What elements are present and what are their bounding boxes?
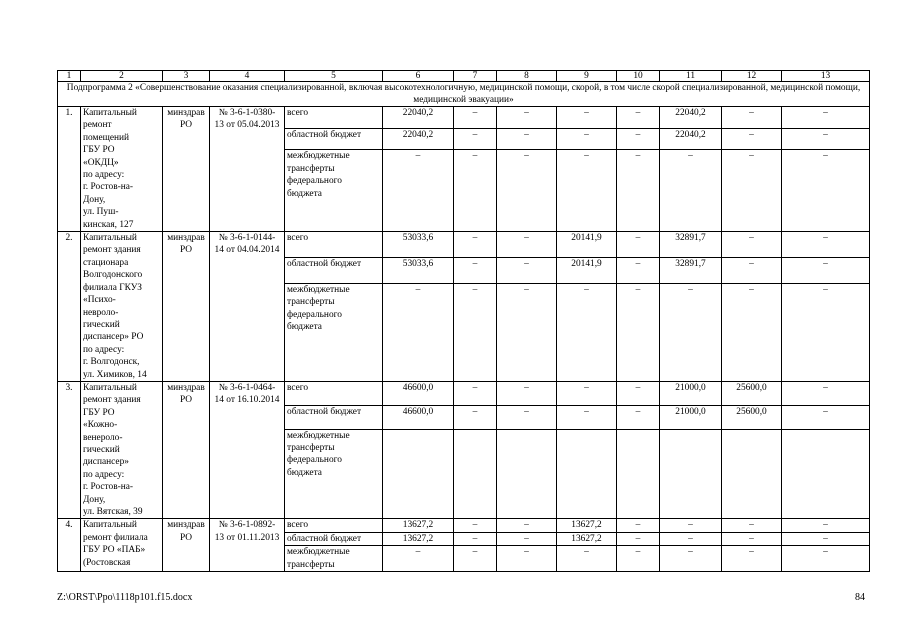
amount-cell: – bbox=[497, 232, 557, 258]
amount-cell: – bbox=[497, 532, 557, 545]
row-number: 2. bbox=[58, 232, 81, 382]
funding-source-line: межбюджетные bbox=[287, 547, 350, 558]
customer bbox=[163, 107, 210, 232]
amount-cell bbox=[454, 429, 497, 519]
funding-source: всего bbox=[285, 232, 383, 258]
amount-cell: – bbox=[617, 546, 660, 572]
col-header: 3 bbox=[163, 71, 210, 82]
col-header: 8 bbox=[497, 71, 557, 82]
funding-source bbox=[285, 429, 383, 519]
amount-cell: – bbox=[722, 107, 782, 129]
amount-cell: – bbox=[782, 283, 870, 381]
row-number: 1. bbox=[58, 107, 81, 232]
document-reference bbox=[210, 107, 285, 232]
amount-cell: – bbox=[660, 150, 722, 232]
document-reference bbox=[210, 519, 285, 572]
amount-cell: 22040,2 bbox=[383, 107, 454, 129]
col-header: 13 bbox=[782, 71, 870, 82]
col-header: 9 bbox=[557, 71, 617, 82]
amount-cell: – bbox=[557, 150, 617, 232]
object-line: Дону, bbox=[83, 194, 106, 205]
object-line: Волгодонского bbox=[83, 270, 143, 281]
amount-cell bbox=[383, 429, 454, 519]
amount-cell: – bbox=[782, 258, 870, 284]
object-line: филиала ГКУЗ bbox=[83, 282, 142, 293]
amount-cell: 53033,6 bbox=[383, 232, 454, 258]
row-number: 4. bbox=[58, 519, 81, 572]
funding-source-line: трансферты bbox=[287, 163, 335, 174]
amount-cell: – bbox=[557, 283, 617, 381]
object-line: (Ростовская bbox=[83, 557, 131, 568]
amount-cell: – bbox=[617, 405, 660, 429]
funding-source bbox=[285, 150, 383, 232]
object-line: по адресу: bbox=[83, 344, 125, 355]
amount-cell: 20141,9 bbox=[557, 258, 617, 284]
funding-source bbox=[285, 546, 383, 572]
object-line: г. Ростов-на- bbox=[83, 182, 134, 193]
object-line: Капитальный bbox=[83, 108, 137, 118]
amount-cell: – bbox=[454, 405, 497, 429]
object-line: гический bbox=[83, 319, 120, 330]
funding-source: областной бюджет bbox=[285, 258, 383, 284]
amount-cell: – bbox=[383, 546, 454, 572]
object-line: диспансер» bbox=[83, 457, 129, 468]
customer-line: РО bbox=[179, 395, 193, 406]
object-name bbox=[81, 107, 163, 232]
funding-source: областной бюджет bbox=[285, 128, 383, 150]
amount-cell: 22040,2 bbox=[660, 107, 722, 129]
col-header: 11 bbox=[660, 71, 722, 82]
customer bbox=[163, 519, 210, 572]
subprogram-title: Подпрограмма 2 «Совершенствование оказания специализированной, включая высокотехнологичную, медицинской помощи, скорой, в том числе скорой специализированной, медицинской помощи, медицинской эвакуации» bbox=[58, 82, 870, 107]
object-line: ГБУ РО bbox=[83, 145, 115, 156]
amount-cell: – bbox=[782, 150, 870, 232]
object-line: диспансер» РО bbox=[83, 332, 144, 343]
amount-cell: 53033,6 bbox=[383, 258, 454, 284]
amount-cell: – bbox=[454, 258, 497, 284]
funding-source: всего bbox=[285, 381, 383, 405]
funding-source-line: бюджета bbox=[287, 322, 322, 333]
amount-cell: – bbox=[454, 283, 497, 381]
col-header: 1 bbox=[58, 71, 81, 82]
amount-cell: – bbox=[782, 381, 870, 405]
document-line: 13 от 05.04.2013 bbox=[214, 120, 280, 131]
object-line: «Кожно- bbox=[83, 420, 118, 431]
amount-cell bbox=[660, 429, 722, 519]
amount-cell: – bbox=[782, 519, 870, 532]
object-line: ремонт филиала bbox=[83, 532, 148, 543]
table-row bbox=[58, 232, 870, 258]
object-line: ремонт bbox=[83, 120, 112, 131]
amount-cell: 21000,0 bbox=[660, 405, 722, 429]
object-line: «Психо- bbox=[83, 295, 116, 306]
funding-source-line: трансферты bbox=[287, 559, 335, 570]
object-line: г. Ростов-на- bbox=[83, 482, 134, 493]
object-line: Капитальный bbox=[83, 233, 137, 244]
amount-cell: – bbox=[454, 546, 497, 572]
amount-cell: – bbox=[782, 128, 870, 150]
object-line: ул. Вятская, 39 bbox=[83, 507, 143, 517]
funding-source-line: трансферты bbox=[287, 297, 335, 308]
amount-cell: – bbox=[617, 128, 660, 150]
row-number: 3. bbox=[58, 381, 81, 518]
amount-cell: – bbox=[497, 128, 557, 150]
object-name bbox=[81, 232, 163, 382]
col-header: 4 bbox=[210, 71, 285, 82]
funding-source bbox=[285, 283, 383, 381]
object-line: Капитальный bbox=[83, 520, 137, 531]
document-path: Z:\ORST\Ppo\1118p101.f15.docx bbox=[57, 592, 193, 603]
amount-cell: – bbox=[497, 258, 557, 284]
amount-cell: – bbox=[722, 258, 782, 284]
amount-cell: – bbox=[722, 546, 782, 572]
object-name bbox=[81, 381, 163, 518]
amount-cell: – bbox=[782, 107, 870, 129]
customer-line: минздрав bbox=[167, 382, 205, 393]
funding-source-line: бюджета bbox=[287, 467, 322, 478]
col-header: 5 bbox=[285, 71, 383, 82]
col-header: 2 bbox=[81, 71, 163, 82]
page-number: 84 bbox=[855, 592, 865, 603]
budget-table bbox=[57, 70, 870, 572]
amount-cell: – bbox=[660, 546, 722, 572]
customer-line: РО bbox=[179, 532, 193, 543]
object-line: ремонт здания bbox=[83, 395, 141, 406]
col-header: 10 bbox=[617, 71, 660, 82]
amount-cell: – bbox=[617, 283, 660, 381]
amount-cell: 13627,2 bbox=[557, 519, 617, 532]
funding-source-line: межбюджетные bbox=[287, 284, 350, 295]
amount-cell: – bbox=[497, 405, 557, 429]
object-line: помещений bbox=[83, 132, 130, 143]
amount-cell: 32891,7 bbox=[660, 258, 722, 284]
amount-cell: 20141,9 bbox=[557, 232, 617, 258]
col-header: 6 bbox=[383, 71, 454, 82]
col-header: 12 bbox=[722, 71, 782, 82]
amount-cell: – bbox=[782, 232, 870, 258]
amount-cell: 13627,2 bbox=[383, 519, 454, 532]
subprogram-row bbox=[58, 82, 870, 107]
amount-cell: – bbox=[617, 381, 660, 405]
amount-cell: – bbox=[497, 381, 557, 405]
amount-cell: – bbox=[722, 532, 782, 545]
amount-cell: – bbox=[383, 150, 454, 232]
object-line: ул. Химиков, 14 bbox=[83, 369, 147, 380]
amount-cell: – bbox=[617, 232, 660, 258]
amount-cell: – bbox=[617, 519, 660, 532]
amount-cell: – bbox=[782, 546, 870, 572]
amount-cell: – bbox=[383, 283, 454, 381]
amount-cell: – bbox=[497, 519, 557, 532]
amount-cell: – bbox=[454, 519, 497, 532]
amount-cell: – bbox=[782, 532, 870, 545]
amount-cell bbox=[557, 429, 617, 519]
object-line: ул. Пуш- bbox=[83, 207, 119, 218]
amount-cell: – bbox=[722, 232, 782, 258]
object-line: кинская, 127 bbox=[83, 219, 134, 230]
amount-cell: 46600,0 bbox=[383, 381, 454, 405]
amount-cell: – bbox=[617, 532, 660, 545]
customer-line: минздрав bbox=[167, 520, 205, 531]
amount-cell: 13627,2 bbox=[557, 532, 617, 545]
amount-cell: – bbox=[497, 546, 557, 572]
amount-cell: 32891,7 bbox=[660, 232, 722, 258]
amount-cell: – bbox=[722, 283, 782, 381]
amount-cell bbox=[722, 429, 782, 519]
document-line: 14 от 04.04.2014 bbox=[214, 245, 280, 256]
amount-cell: 21000,0 bbox=[660, 381, 722, 405]
object-line: невроло- bbox=[83, 307, 119, 318]
table-row bbox=[58, 381, 870, 405]
object-line: «ОКДЦ» bbox=[83, 157, 119, 168]
amount-cell: – bbox=[497, 150, 557, 232]
amount-cell: – bbox=[497, 283, 557, 381]
document-reference bbox=[210, 232, 285, 382]
amount-cell: – bbox=[454, 107, 497, 129]
document-line: № 3-6-1-0144- bbox=[218, 233, 276, 244]
amount-cell: 46600,0 bbox=[383, 405, 454, 429]
object-line: по адресу: bbox=[83, 170, 125, 181]
amount-cell: – bbox=[557, 381, 617, 405]
amount-cell: – bbox=[454, 532, 497, 545]
customer bbox=[163, 381, 210, 518]
funding-source-line: трансферты bbox=[287, 442, 335, 453]
funding-source-line: федерального bbox=[287, 455, 342, 466]
object-line: стационара bbox=[83, 257, 129, 268]
funding-source: областной бюджет bbox=[285, 405, 383, 429]
document-line: № 3-6-1-0380- bbox=[218, 108, 276, 118]
amount-cell: – bbox=[782, 405, 870, 429]
amount-cell: 25600,0 bbox=[722, 405, 782, 429]
amount-cell: – bbox=[454, 150, 497, 232]
object-line: г. Волгодонск, bbox=[83, 357, 140, 368]
customer bbox=[163, 232, 210, 382]
amount-cell: – bbox=[660, 532, 722, 545]
object-line: ремонт здания bbox=[83, 245, 141, 256]
funding-source: областной бюджет bbox=[285, 532, 383, 545]
document-reference bbox=[210, 381, 285, 518]
document-line: 14 от 16.10.2014 bbox=[214, 395, 280, 406]
amount-cell: – bbox=[454, 381, 497, 405]
customer-line: РО bbox=[179, 245, 193, 256]
amount-cell: – bbox=[557, 128, 617, 150]
object-line: гический bbox=[83, 444, 120, 455]
amount-cell: – bbox=[722, 519, 782, 532]
col-header: 7 bbox=[454, 71, 497, 82]
table-row bbox=[58, 107, 870, 129]
amount-cell: – bbox=[660, 283, 722, 381]
amount-cell: – bbox=[557, 405, 617, 429]
amount-cell: – bbox=[557, 107, 617, 129]
column-number-row bbox=[58, 71, 870, 82]
amount-cell: – bbox=[722, 150, 782, 232]
funding-source-line: федерального bbox=[287, 309, 342, 320]
funding-source-line: межбюджетные bbox=[287, 151, 350, 162]
object-line: венероло- bbox=[83, 432, 123, 443]
amount-cell: 25600,0 bbox=[722, 381, 782, 405]
amount-cell: – bbox=[617, 258, 660, 284]
amount-cell: 13627,2 bbox=[383, 532, 454, 545]
document-line: 13 от 01.11.2013 bbox=[214, 532, 280, 543]
object-line: Капитальный bbox=[83, 382, 137, 393]
funding-source: всего bbox=[285, 519, 383, 532]
amount-cell: – bbox=[454, 232, 497, 258]
amount-cell: – bbox=[454, 128, 497, 150]
funding-source: всего bbox=[285, 107, 383, 129]
amount-cell bbox=[782, 429, 870, 519]
customer-line: минздрав bbox=[167, 233, 205, 244]
customer-line: минздрав bbox=[167, 108, 205, 118]
amount-cell: – bbox=[557, 546, 617, 572]
amount-cell: – bbox=[497, 107, 557, 129]
funding-source-line: бюджета bbox=[287, 188, 322, 199]
amount-cell: 22040,2 bbox=[383, 128, 454, 150]
object-line: ГБУ РО bbox=[83, 407, 115, 418]
amount-cell: – bbox=[660, 519, 722, 532]
object-line: ГБУ РО «ПАБ» bbox=[83, 545, 146, 556]
object-name bbox=[81, 519, 163, 572]
amount-cell: 22040,2 bbox=[660, 128, 722, 150]
amount-cell: – bbox=[617, 150, 660, 232]
funding-source-line: межбюджетные bbox=[287, 430, 350, 441]
object-line: по адресу: bbox=[83, 469, 125, 480]
amount-cell: – bbox=[617, 107, 660, 129]
customer-line: РО bbox=[179, 120, 193, 131]
amount-cell bbox=[617, 429, 660, 519]
funding-source-line: федерального bbox=[287, 176, 342, 187]
table-row bbox=[58, 519, 870, 532]
amount-cell: – bbox=[722, 128, 782, 150]
document-line: № 3-6-1-0464- bbox=[218, 382, 276, 393]
document-line: № 3-6-1-0892- bbox=[218, 520, 276, 531]
amount-cell bbox=[497, 429, 557, 519]
object-line: Дону, bbox=[83, 494, 106, 505]
